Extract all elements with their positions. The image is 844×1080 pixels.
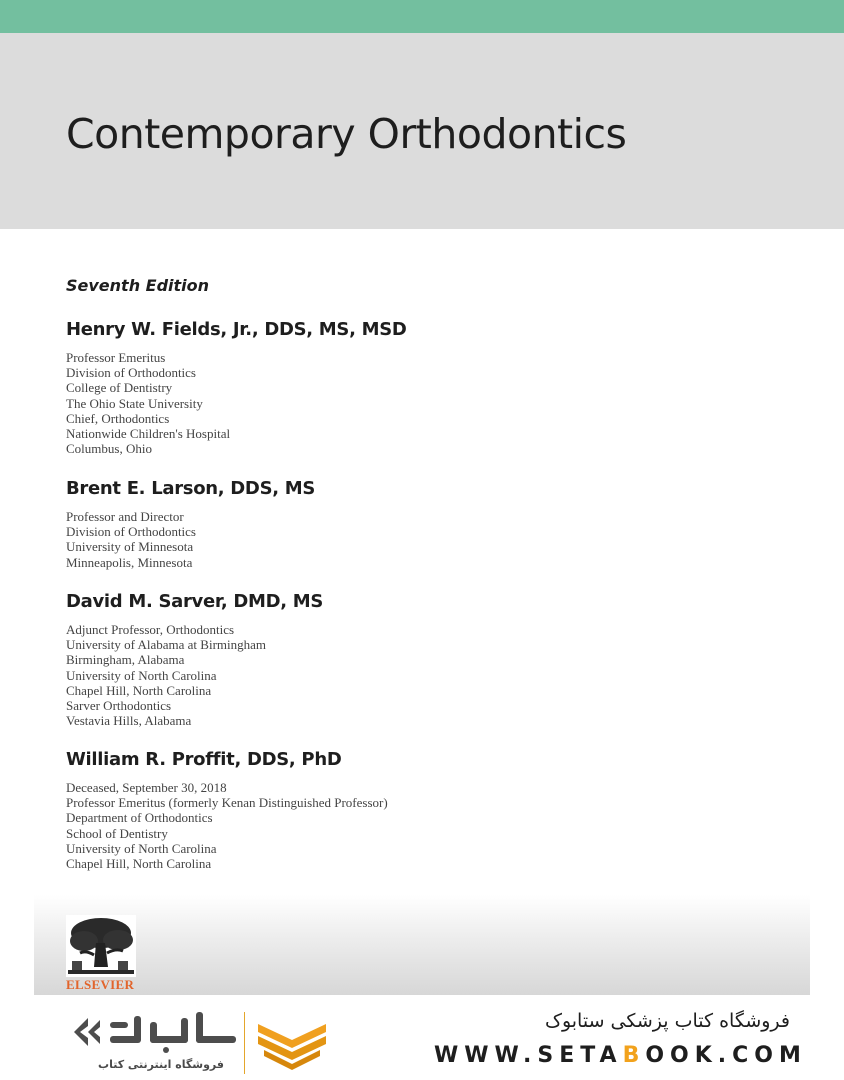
author-name: Henry W. Fields, Jr., DDS, MS, MSD [66, 319, 407, 340]
affiliation-line: Chapel Hill, North Carolina [66, 682, 212, 698]
top-accent-bar [0, 0, 844, 33]
author-affiliations [66, 780, 766, 871]
affiliation-line: The Ohio State University [66, 395, 203, 411]
affiliation-line: College of Dentistry [66, 380, 173, 396]
affiliation-line: Columbus, Ohio [66, 441, 152, 457]
affiliation-line: Department of Orthodontics [66, 810, 213, 826]
affiliation-line: Sarver Orthodontics [66, 698, 172, 714]
affiliation-line: School of Dentistry [66, 825, 168, 841]
affiliation-line: Professor Emeritus [66, 350, 166, 365]
elsevier-tree-icon [66, 915, 136, 977]
author-affiliations [66, 622, 766, 728]
author-name: William R. Proffit, DDS, PhD [66, 749, 342, 770]
author-block [66, 478, 766, 570]
setabook-logo-subtitle: فروشگاه اینترنتی کتاب [98, 1058, 224, 1071]
footer-fade-band [34, 895, 810, 995]
author-block [66, 591, 766, 728]
affiliation-line: Division of Orthodontics [66, 524, 196, 540]
author-affiliations [66, 350, 766, 456]
store-url[interactable] [434, 1043, 807, 1068]
affiliation-line: Birmingham, Alabama [66, 652, 185, 668]
publisher-name: ELSEVIER [66, 977, 135, 992]
edition-label: Seventh Edition [66, 276, 210, 295]
affiliation-line: Division of Orthodontics [66, 365, 196, 381]
affiliation-line: Chief, Orthodontics [66, 410, 170, 426]
store-name: فروشگاه کتاب پزشکی ستابوک [544, 1010, 790, 1032]
affiliation-line: Professor Emeritus (formerly Kenan Distinguished Professor) [66, 795, 388, 811]
affiliation-line: Professor and Director [66, 509, 184, 524]
affiliation-line: University of North Carolina [66, 840, 217, 856]
affiliation-line: Chapel Hill, North Carolina [66, 856, 212, 872]
open-book-icon [256, 1018, 328, 1070]
affiliation-line: Adjunct Professor, Orthodontics [66, 622, 235, 637]
url-suffix: OOK.COM [645, 1043, 807, 1068]
author-name: Brent E. Larson, DDS, MS [66, 478, 316, 499]
affiliation-line: Minneapolis, Minnesota [66, 554, 193, 570]
url-accent: B [622, 1043, 646, 1068]
affiliation-line: Nationwide Children's Hospital [66, 426, 231, 442]
setabook-logo-icon [70, 1008, 240, 1056]
book-title: Contemporary Orthodontics [66, 110, 627, 158]
affiliation-line: Deceased, September 30, 2018 [66, 780, 227, 795]
author-block [66, 319, 766, 456]
author-block [66, 749, 766, 871]
logo-divider [244, 1012, 245, 1074]
url-prefix: WWW.SETA [434, 1043, 623, 1068]
affiliation-line: Vestavia Hills, Alabama [66, 713, 192, 729]
affiliation-line: University of Minnesota [66, 539, 194, 555]
affiliation-line: University of Alabama at Birmingham [66, 637, 267, 653]
author-affiliations [66, 509, 766, 570]
affiliation-line: University of North Carolina [66, 667, 217, 683]
author-name: David M. Sarver, DMD, MS [66, 591, 323, 612]
